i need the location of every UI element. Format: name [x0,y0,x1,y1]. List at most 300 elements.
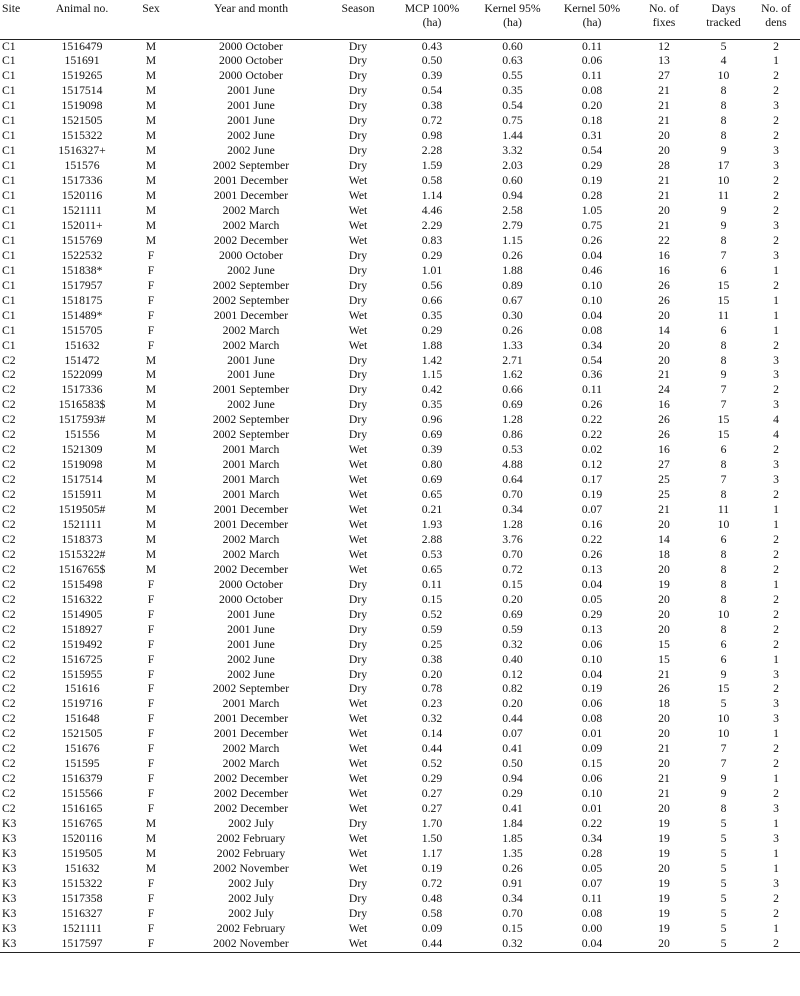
cell-no-dens: 2 [773,383,779,397]
cell-no-dens: 3 [773,876,779,890]
table-row [0,668,800,683]
cell-year-month: 2001 June [227,607,275,621]
cell-kernel-95: 0.15 [502,921,523,935]
cell-year-month: 2002 September [212,293,290,307]
cell-sex: F [147,667,155,681]
cell-days-tracked: 8 [720,99,727,113]
cell-season: Wet [348,772,368,786]
cell-kernel-50: 0.15 [581,757,603,771]
column-header-kernel-95 [474,2,551,39]
cell-sex: M [145,54,157,68]
column-header-line: No. of [761,2,791,15]
table-row [0,847,800,862]
cell-sex: M [145,832,157,846]
cell-no-fixes: 16 [658,443,670,457]
cell-year-month: 2002 July [228,817,274,831]
cell-animal-no: 1520116 [61,189,103,203]
cell-days-tracked: 6 [720,443,727,457]
table-row [0,144,800,159]
cell-no-fixes: 20 [658,203,670,217]
cell-year-month: 2001 March [222,458,280,472]
cell-no-dens: 3 [773,353,779,367]
cell-site: C2 [2,652,16,666]
cell-site: C1 [2,99,16,113]
table-row [0,324,800,339]
cell-sex: M [145,458,157,472]
table-row [0,877,800,892]
table-row [0,608,800,623]
cell-site: C1 [2,39,16,53]
cell-kernel-50: 0.22 [581,532,603,546]
cell-mcp-100: 0.56 [421,278,443,292]
cell-sex: M [145,488,157,502]
cell-sex: M [145,562,157,576]
cell-kernel-50: 0.22 [581,817,603,831]
table-row [0,892,800,907]
cell-animal-no: 151556 [64,428,100,442]
cell-season: Wet [348,697,368,711]
cell-season: Dry [348,607,368,621]
cell-sex: F [147,637,155,651]
cell-site: C2 [2,413,16,427]
cell-animal-no: 1522099 [61,368,103,382]
cell-mcp-100: 1.59 [421,159,443,173]
cell-animal-no: 1516165 [61,802,103,816]
column-header-line: Site [2,2,21,15]
table-row [0,548,800,563]
cell-mcp-100: 0.69 [421,473,443,487]
cell-kernel-50: 0.20 [581,99,603,113]
cell-mcp-100: 0.39 [421,443,443,457]
cell-year-month: 2001 March [222,443,280,457]
cell-no-fixes: 27 [658,69,670,83]
cell-animal-no: 1517336 [61,383,103,397]
cell-year-month: 2002 September [212,413,290,427]
cell-sex: F [147,682,155,696]
cell-site: C2 [2,398,16,412]
cell-days-tracked: 5 [720,861,727,875]
cell-sex: M [145,398,157,412]
cell-kernel-95: 0.69 [502,398,523,412]
cell-sex: M [145,368,157,382]
cell-kernel-95: 1.28 [502,518,523,531]
cell-season: Wet [348,921,368,935]
cell-animal-no: 1515566 [61,787,103,801]
cell-kernel-95: 0.34 [502,503,523,517]
cell-kernel-95: 0.30 [502,308,523,322]
cell-no-dens: 2 [773,338,779,352]
column-header-line: Year and month [213,2,289,15]
cell-year-month: 2002 March [222,757,280,771]
cell-sex: F [147,308,155,322]
cell-season: Wet [348,727,368,741]
cell-sex: M [145,532,157,546]
cell-no-fixes: 19 [658,817,670,831]
cell-animal-no: 1521111 [62,203,102,217]
cell-site: C1 [2,203,16,217]
cell-animal-no: 1517593# [58,413,106,427]
table-row [0,428,800,443]
cell-season: Wet [348,532,368,546]
cell-animal-no: 1521505 [61,114,103,128]
cell-kernel-95: 0.41 [502,802,523,816]
cell-days-tracked: 6 [720,323,727,337]
cell-sex: M [145,547,157,561]
cell-kernel-95: 2.58 [502,203,523,217]
cell-kernel-50: 0.01 [581,727,603,741]
cell-animal-no: 151576 [64,159,100,173]
cell-days-tracked: 9 [720,368,727,382]
cell-kernel-95: 0.91 [502,876,523,890]
cell-animal-no: 1515769 [61,233,103,247]
cell-no-dens: 1 [773,293,779,307]
cell-no-fixes: 20 [658,308,670,322]
cell-kernel-50: 0.22 [581,413,603,427]
cell-animal-no: 1515955 [61,667,103,681]
cell-days-tracked: 9 [720,667,727,681]
cell-kernel-95: 0.60 [502,174,523,188]
cell-kernel-50: 0.28 [581,189,603,203]
table-row [0,518,800,533]
cell-kernel-50: 0.31 [581,129,603,143]
cell-kernel-50: 1.05 [581,203,603,217]
cell-no-fixes: 20 [633,937,695,952]
cell-animal-no: 151632 [64,338,100,352]
cell-animal-no: 1521111 [62,518,102,531]
table-row [0,354,800,369]
cell-kernel-50: 0.19 [581,174,603,188]
cell-no-dens: 2 [773,443,779,457]
cell-animal-no: 151632 [64,861,100,875]
cell-days-tracked: 10 [717,174,730,188]
cell-sex: M [145,69,157,83]
cell-days-tracked: 11 [717,189,730,203]
cell-year-month: 2001 March [222,473,280,487]
cell-no-dens: 2 [773,592,779,606]
cell-no-fixes: 26 [658,682,670,696]
cell-year-month: 2002 June [227,263,275,277]
cell-no-fixes: 15 [658,637,670,651]
cell-year-month: 2001 June [227,368,275,382]
cell-no-dens: 1 [773,323,779,337]
cell-no-dens: 2 [773,787,779,801]
cell-days-tracked: 5 [720,846,727,860]
cell-no-fixes: 26 [658,428,670,442]
cell-animal-no: 1517957 [61,278,103,292]
cell-animal-no: 1516583$ [58,398,106,412]
column-header-unit: tracked [706,16,741,29]
cell-days-tracked: 8 [720,622,727,636]
cell-animal-no: 151648 [64,712,100,726]
cell-season: Dry [348,622,368,636]
cell-sex: M [145,383,157,397]
table-header-row [0,2,800,39]
cell-mcp-100: 0.58 [421,906,443,920]
cell-site: K3 [2,876,17,890]
cell-kernel-50: 0.22 [581,428,603,442]
cell-days-tracked: 8 [720,458,727,472]
column-header-unit: fixes [652,16,676,29]
cell-no-fixes: 26 [658,293,670,307]
cell-kernel-50: 0.28 [581,846,603,860]
cell-kernel-95: 0.55 [502,69,523,83]
cell-site: C1 [2,144,16,158]
cell-site: C1 [2,293,16,307]
cell-no-dens: 1 [773,846,779,860]
cell-season: Wet [348,518,368,531]
cell-days-tracked: 8 [720,233,727,247]
cell-no-dens: 3 [773,458,779,472]
cell-days-tracked: 9 [720,144,727,158]
cell-sex: M [145,114,157,128]
column-header-line: Days [711,2,736,15]
cell-site: K3 [2,817,17,831]
cell-kernel-50: 0.04 [581,577,603,591]
cell-mcp-100: 0.83 [421,233,443,247]
cell-site: C2 [2,532,16,546]
cell-year-month: 2000 October [219,54,283,68]
cell-no-dens: 3 [773,144,779,158]
cell-no-dens: 2 [773,488,779,502]
home-range-table [0,2,800,953]
column-header-line: Animal no. [55,2,109,15]
cell-year-month: 2002 March [222,547,280,561]
cell-sex: F [147,757,155,771]
cell-no-dens: 2 [773,189,779,203]
cell-kernel-95: 0.40 [502,652,523,666]
table-row [0,772,800,787]
cell-season: Wet [348,503,368,517]
cell-year-month: 2000 October [219,69,283,83]
table-row [0,697,800,712]
cell-year-month: 2002 March [222,532,280,546]
cell-year-month: 2000 October [219,592,283,606]
cell-mcp-100: 2.88 [421,532,443,546]
cell-site: C2 [2,473,16,487]
cell-season: Dry [348,54,368,68]
cell-mcp-100: 0.66 [421,293,443,307]
cell-site: C2 [2,562,16,576]
cell-season: Dry [348,263,368,277]
table-row [0,294,800,309]
cell-animal-no: 1514905 [61,607,103,621]
cell-mcp-100: 1.50 [421,832,443,846]
cell-no-fixes: 22 [658,233,670,247]
cell-site: C1 [2,248,16,262]
cell-days-tracked: 9 [720,218,727,232]
cell-year-month: 2002 June [227,667,275,681]
cell-mcp-100: 0.09 [421,921,443,935]
cell-season: Dry [348,69,368,83]
cell-season: Wet [348,787,368,801]
cell-days-tracked: 8 [720,547,727,561]
cell-no-fixes: 19 [658,891,670,905]
cell-no-dens: 2 [773,742,779,756]
cell-sex: M [145,203,157,217]
cell-mcp-100: 2.28 [421,144,443,158]
cell-no-dens: 1 [773,817,779,831]
column-header-sex [126,2,176,39]
cell-season: Wet [348,861,368,875]
cell-days-tracked: 9 [720,772,727,786]
cell-year-month: 2002 September [212,428,290,442]
cell-mcp-100: 0.38 [421,652,443,666]
cell-no-fixes: 15 [658,652,670,666]
cell-no-fixes: 20 [658,144,670,158]
cell-no-dens: 4 [773,413,779,427]
cell-days-tracked: 10 [717,518,730,531]
cell-no-dens: 3 [773,248,779,262]
cell-animal-no: 1516322 [61,592,103,606]
cell-year-month: 2001 June [227,99,275,113]
cell-days-tracked: 6 [720,532,727,546]
cell-kernel-95: 1.84 [502,817,523,831]
cell-season: Wet [348,174,368,188]
cell-kernel-95: 1.15 [502,233,523,247]
cell-year-month: 2001 December [213,518,289,531]
column-header-kernel-50 [551,2,633,39]
cell-kernel-95: 0.20 [502,697,523,711]
cell-animal-no: 1518927 [61,622,103,636]
cell-season: Dry [348,368,368,382]
cell-year-month: 2002 July [228,891,274,905]
cell-year-month: 2001 June [227,637,275,651]
cell-mcp-100: 0.96 [421,413,443,427]
cell-season: Dry [348,99,368,113]
cell-site: K3 [2,832,17,846]
cell-no-fixes: 20 [658,607,670,621]
cell-kernel-50: 0.29 [581,607,603,621]
cell-site: C1 [2,84,16,98]
cell-year-month: 2002 June [227,652,275,666]
cell-days-tracked: 15 [717,293,730,307]
cell-kernel-50: 0.75 [581,218,603,232]
cell-days-tracked: 7 [720,248,727,262]
cell-no-fixes: 14 [658,323,670,337]
cell-year-month: 2001 December [213,727,289,741]
cell-sex: M [145,817,157,831]
cell-kernel-95: 0.94 [502,772,523,786]
cell-no-fixes: 20 [658,727,670,741]
cell-no-fixes: 20 [658,712,670,726]
cell-season: Wet [348,189,368,203]
cell-mcp-100: 0.27 [421,787,443,801]
cell-sex: F [147,697,155,711]
column-header-no-fixes [633,2,695,39]
cell-sex: F [147,652,155,666]
cell-year-month: 2000 October [219,577,283,591]
cell-no-dens: 1 [773,577,779,591]
cell-site: C2 [2,428,16,442]
cell-no-fixes: 21 [658,742,670,756]
table-row [0,174,800,189]
cell-sex: M [145,99,157,113]
cell-animal-no: 151691 [64,54,100,68]
cell-no-dens: 1 [773,727,779,741]
cell-kernel-50: 0.54 [581,353,603,367]
table-row [0,383,800,398]
cell-site: C2 [2,622,16,636]
table-row [0,398,800,413]
cell-kernel-95: 1.28 [502,413,523,427]
cell-kernel-95: 1.85 [502,832,523,846]
table-row [0,802,800,817]
cell-year-month: 2002 July [228,876,274,890]
table-row [0,54,800,69]
cell-no-dens: 3 [773,473,779,487]
cell-kernel-95: 2.03 [502,159,523,173]
cell-no-fixes: 21 [658,787,670,801]
cell-season: Dry [348,637,368,651]
cell-year-month: 2002 December [213,787,289,801]
cell-site: C2 [2,592,16,606]
cell-site: C2 [2,772,16,786]
column-header-line: Season [341,2,375,15]
cell-days-tracked: 7 [720,398,727,412]
cell-kernel-50: 0.05 [581,592,603,606]
cell-kernel-95: 0.20 [502,592,523,606]
cell-mcp-100: 0.21 [421,503,443,517]
cell-site: C2 [2,712,16,726]
table-row [0,234,800,249]
cell-no-fixes: 19 [658,921,670,935]
cell-sex: F [147,607,155,621]
column-header-season [326,2,390,39]
cell-sex: F [147,278,155,292]
cell-animal-no: 1516765$ [58,562,106,576]
cell-animal-no: 1519492 [61,637,103,651]
cell-no-dens: 1 [773,54,779,68]
cell-sex: F [147,727,155,741]
cell-site: C1 [2,54,16,68]
cell-mcp-100: 0.20 [421,667,443,681]
cell-kernel-50: 0.08 [581,906,603,920]
cell-season: Wet [348,458,368,472]
cell-no-fixes: 20 [658,562,670,576]
cell-kernel-50: 0.29 [581,159,603,173]
cell-season: Dry [348,592,368,606]
cell-no-fixes: 18 [658,697,670,711]
cell-site: C1 [2,189,16,203]
cell-sex: F [147,772,155,786]
cell-no-dens: 1 [773,772,779,786]
cell-kernel-95: 1.62 [502,368,523,382]
table-row [0,623,800,638]
cell-mcp-100: 0.39 [421,69,443,83]
cell-kernel-50: 0.34 [581,832,603,846]
cell-year-month: 2002 September [212,682,290,696]
cell-season: Dry [348,84,368,98]
cell-no-fixes: 25 [658,488,670,502]
cell-site: C2 [2,802,16,816]
table-row [0,84,800,99]
cell-year-month: 2002 September [212,159,290,173]
cell-season: Dry [348,353,368,367]
cell-mcp-100: 0.78 [421,682,443,696]
cell-year-month: 2001 March [222,488,280,502]
cell-sex: M [145,144,157,158]
cell-mcp-100: 1.93 [421,518,443,531]
cell-no-dens: 3 [773,667,779,681]
cell-mcp-100: 2.29 [421,218,443,232]
cell-mcp-100: 4.46 [421,203,443,217]
cell-season: Wet [348,218,368,232]
cell-kernel-50: 0.36 [581,368,603,382]
cell-season: Wet [348,712,368,726]
cell-kernel-50: 0.11 [581,383,603,397]
cell-year-month: 2001 December [213,503,289,517]
cell-animal-no: 1519098 [61,99,103,113]
